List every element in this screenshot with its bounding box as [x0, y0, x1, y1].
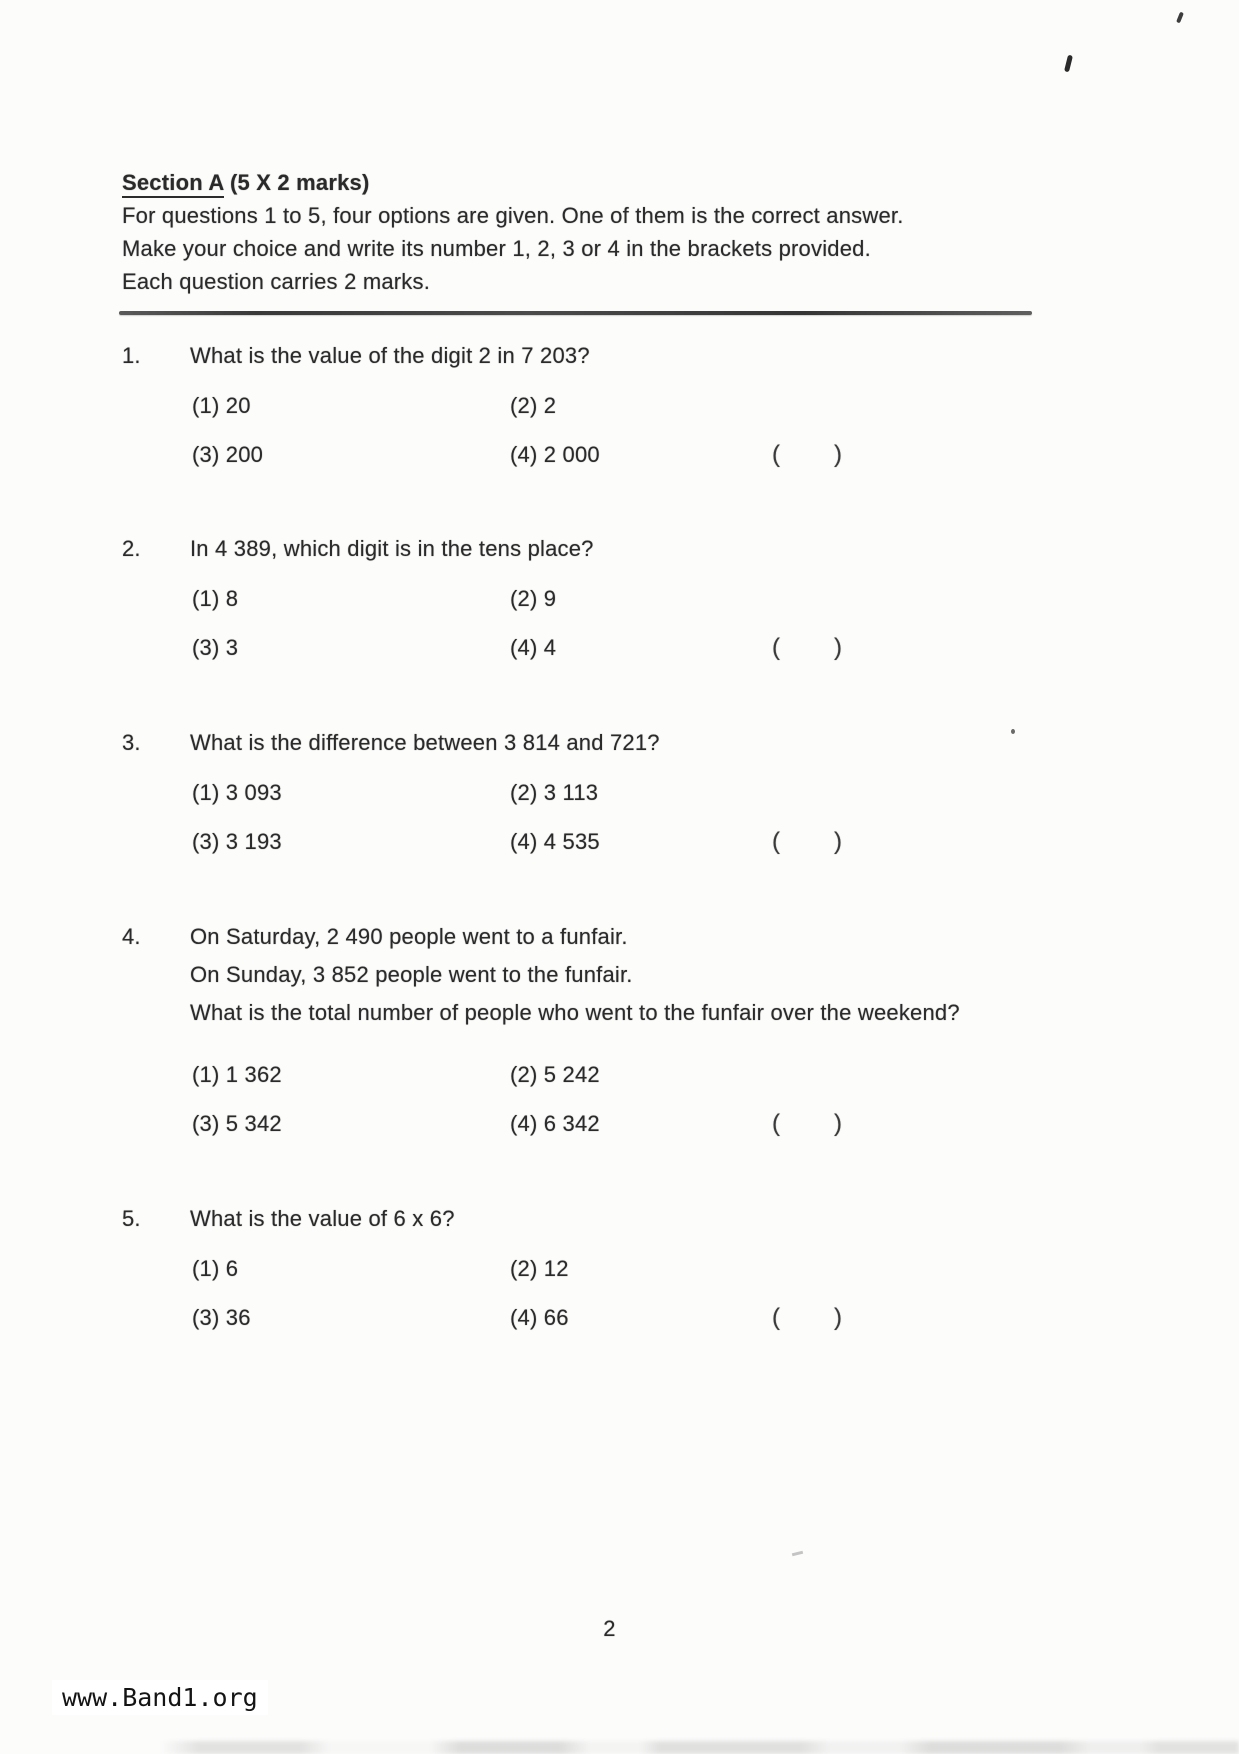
- answer-bracket-open: (: [772, 441, 781, 468]
- option-3: (3) 36: [192, 1305, 251, 1330]
- answer-bracket-close: ): [834, 634, 843, 661]
- question-number: 5.: [122, 1206, 141, 1231]
- option-2: (2) 3 113: [510, 780, 599, 805]
- question-number: 3.: [122, 730, 141, 755]
- option-3: (3) 200: [192, 442, 264, 467]
- answer-bracket-close: ): [834, 1304, 843, 1331]
- section-header: [122, 166, 1042, 298]
- scan-artifact: [792, 1551, 803, 1557]
- question-number: 2.: [122, 536, 141, 561]
- option-3: (3) 3: [192, 635, 239, 660]
- instruction-line-1: For questions 1 to 5, four options are given. One of them is the correct answer.: [122, 203, 904, 228]
- scan-artifact: [1011, 729, 1015, 734]
- question-text-line: In 4 389, which digit is in the tens place?: [190, 536, 594, 561]
- option-4: (4) 4: [510, 635, 557, 660]
- scan-edge-strip: [0, 1741, 1239, 1754]
- page-number: 2: [603, 1616, 616, 1641]
- question-number: 4.: [122, 924, 141, 949]
- header-divider-rule: [119, 311, 1032, 315]
- question-3: [122, 724, 1122, 872]
- question-5: [122, 1200, 1122, 1348]
- answer-bracket-open: (: [772, 1110, 781, 1137]
- section-marks: (5 X 2 marks): [223, 170, 370, 195]
- question-1: [122, 337, 1122, 485]
- option-1: (1) 3 093: [192, 780, 282, 805]
- question-text-line: What is the value of the digit 2 in 7 203?: [190, 343, 590, 368]
- option-3: (3) 5 342: [192, 1111, 282, 1136]
- scan-artifact: [1064, 55, 1073, 73]
- instruction-line-2: Make your choice and write its number 1, 2, 3 or 4 in the brackets provided.: [122, 236, 871, 261]
- answer-bracket-open: (: [772, 634, 781, 661]
- option-2: (2) 5 242: [510, 1062, 600, 1087]
- answer-bracket-close: ): [834, 441, 843, 468]
- question-number: 1.: [122, 343, 141, 368]
- option-1: (1) 1 362: [192, 1062, 282, 1087]
- question-2: [122, 530, 1122, 678]
- option-2: (2) 9: [510, 586, 557, 611]
- question-text-line: What is the difference between 3 814 and 721?: [190, 730, 660, 755]
- answer-bracket-open: (: [772, 1304, 781, 1331]
- section-title: [122, 166, 1042, 199]
- option-4: (4) 4 535: [510, 829, 600, 854]
- option-4: (4) 6 342: [510, 1111, 600, 1136]
- answer-bracket-close: ): [834, 1110, 843, 1137]
- watermark-url: www.Band1.org: [52, 1680, 268, 1715]
- question-text-line: What is the value of 6 x 6?: [190, 1206, 455, 1231]
- scan-artifact: [1176, 12, 1184, 24]
- option-2: (2) 2: [510, 393, 557, 418]
- question-text-line: What is the total number of people who went to the funfair over the weekend?: [190, 1000, 960, 1025]
- instruction-line-3: Each question carries 2 marks.: [122, 269, 431, 294]
- answer-bracket-close: ): [834, 828, 843, 855]
- option-4: (4) 2 000: [510, 442, 600, 467]
- option-1: (1) 8: [192, 586, 239, 611]
- question-text-line: On Saturday, 2 490 people went to a funfair.: [190, 924, 628, 949]
- question-4: [122, 918, 1122, 1154]
- option-1: (1) 6: [192, 1256, 239, 1281]
- option-3: (3) 3 193: [192, 829, 282, 854]
- option-4: (4) 66: [510, 1305, 569, 1330]
- option-2: (2) 12: [510, 1256, 569, 1281]
- answer-bracket-open: (: [772, 828, 781, 855]
- option-1: (1) 20: [192, 393, 251, 418]
- question-text-line: On Sunday, 3 852 people went to the funfair.: [190, 962, 633, 987]
- section-title-underlined: Section A: [122, 170, 224, 198]
